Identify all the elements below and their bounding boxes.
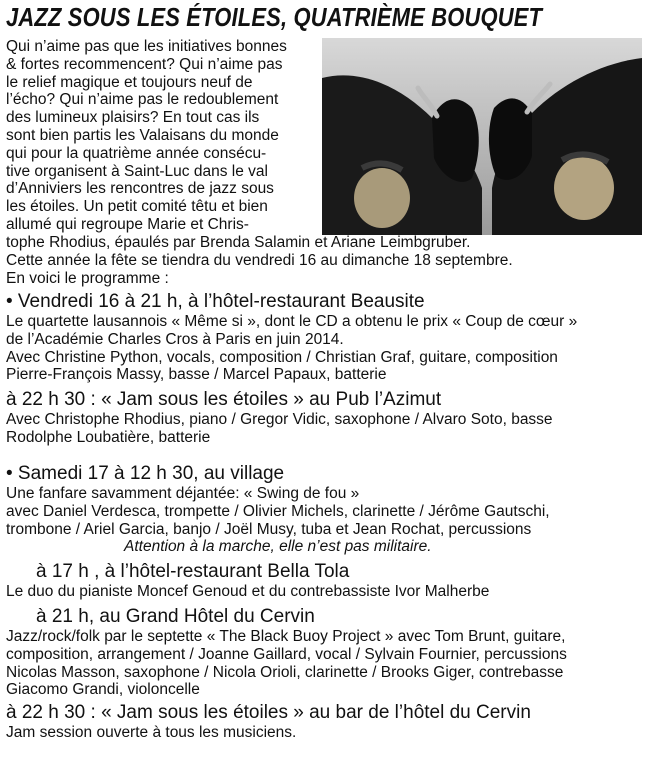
cervin-line: Giacomo Grandi, violoncelle <box>6 681 200 699</box>
saturday-heading: • Samedi 17 à 12 h 30, au village <box>6 463 285 484</box>
saturday-italic-note: Attention à la marche, elle n’est pas militaire. <box>124 538 432 556</box>
intro-line: tive organisent à Saint-Luc dans le val <box>6 162 268 180</box>
intro-line: & fortes recommencent? Qui n’aime pas <box>6 55 283 73</box>
article-title: JAZZ SOUS LES ÉTOILES, QUATRIÈME BOUQUET <box>6 4 543 32</box>
intro-full <box>6 234 642 287</box>
cervin-line: composition, arrangement / Joanne Gaillard, vocal / Sylvain Fournier, percussions <box>6 645 567 663</box>
saturday-line: trombone / Ariel Garcia, banjo / Joël Musy, tuba et Jean Rochat, percussions <box>6 520 532 538</box>
friday-line: Avec Christine Python, vocals, composition / Christian Graf, guitare, composition <box>6 348 558 366</box>
friday-jam-line: Avec Christophe Rhodius, piano / Gregor Vidic, saxophone / Alvaro Soto, basse <box>6 411 553 429</box>
intro-line: qui pour la quatrième année consécu- <box>6 144 267 162</box>
intro-line: l’écho? Qui n’aime pas le redoublement <box>6 91 279 109</box>
friday-line: Pierre-François Massy, basse / Marcel Papaux, batterie <box>6 366 387 384</box>
intro-line: sont bien partis les Valaisans du monde <box>6 126 279 144</box>
cows-photo <box>322 38 642 235</box>
intro-line: Cette année la fête se tiendra du vendredi 16 au dimanche 18 septembre. <box>6 251 513 269</box>
intro-line: tophe Rhodius, épaulés par Brenda Salamin et Ariane Leimbgruber. <box>6 234 471 251</box>
intro-line: En voici le programme : <box>6 269 169 287</box>
cervin-line: Nicolas Masson, saxophone / Nicola Orioli, clarinette / Brooks Giger, contrebasse <box>6 663 564 681</box>
intro-line: le relief magique et toujours neuf de <box>6 73 253 91</box>
saturday-line: avec Daniel Verdesca, trompette / Olivier Michels, clarinette / Jérôme Gautschi, <box>6 502 550 520</box>
intro-line: des lumineux plaisirs? En tout cas ils <box>6 109 260 127</box>
intro-line: Qui n’aime pas que les initiatives bonnes <box>6 38 287 55</box>
friday-heading: • Vendredi 16 à 21 h, à l’hôtel-restaurant Beausite <box>6 291 425 312</box>
friday-line: de l’Académie Charles Cros à Paris en juin 2014. <box>6 330 344 348</box>
intro-line: d’Anniviers les rencontres de jazz sous <box>6 180 274 198</box>
intro-line: les étoiles. Un petit comité têtu et bien <box>6 198 268 216</box>
friday-jam-line: Rodolphe Loubatière, batterie <box>6 428 211 446</box>
intro-wrapped <box>6 38 322 234</box>
bella-tola-line: Le duo du pianiste Moncef Genoud et du contrebassiste Ivor Malherbe <box>6 583 490 601</box>
friday-line: Le quartette lausannois « Même si », dont le CD a obtenu le prix « Coup de cœur » <box>6 313 578 330</box>
saturday-jam-line: Jam session ouverte à tous les musiciens. <box>6 724 297 742</box>
bella-tola-heading: à 17 h , à l’hôtel-restaurant Bella Tola <box>36 561 350 583</box>
cows-illustration <box>322 38 642 235</box>
saturday-section <box>6 462 642 742</box>
friday-section <box>6 290 642 447</box>
friday-jam-heading: à 22 h 30 : « Jam sous les étoiles » au Pub l’Azimut <box>6 389 442 411</box>
cervin-line: Jazz/rock/folk par le septette « The Black Buoy Project » avec Tom Brunt, guitare, <box>6 627 566 645</box>
saturday-jam-heading: à 22 h 30 : « Jam sous les étoiles » au bar de l’hôtel du Cervin <box>6 702 531 724</box>
saturday-line: Une fanfare savamment déjantée: « Swing de fou » <box>6 485 360 502</box>
cervin-heading: à 21 h, au Grand Hôtel du Cervin <box>36 605 315 627</box>
intro-line: allumé qui regroupe Marie et Chris- <box>6 215 249 233</box>
